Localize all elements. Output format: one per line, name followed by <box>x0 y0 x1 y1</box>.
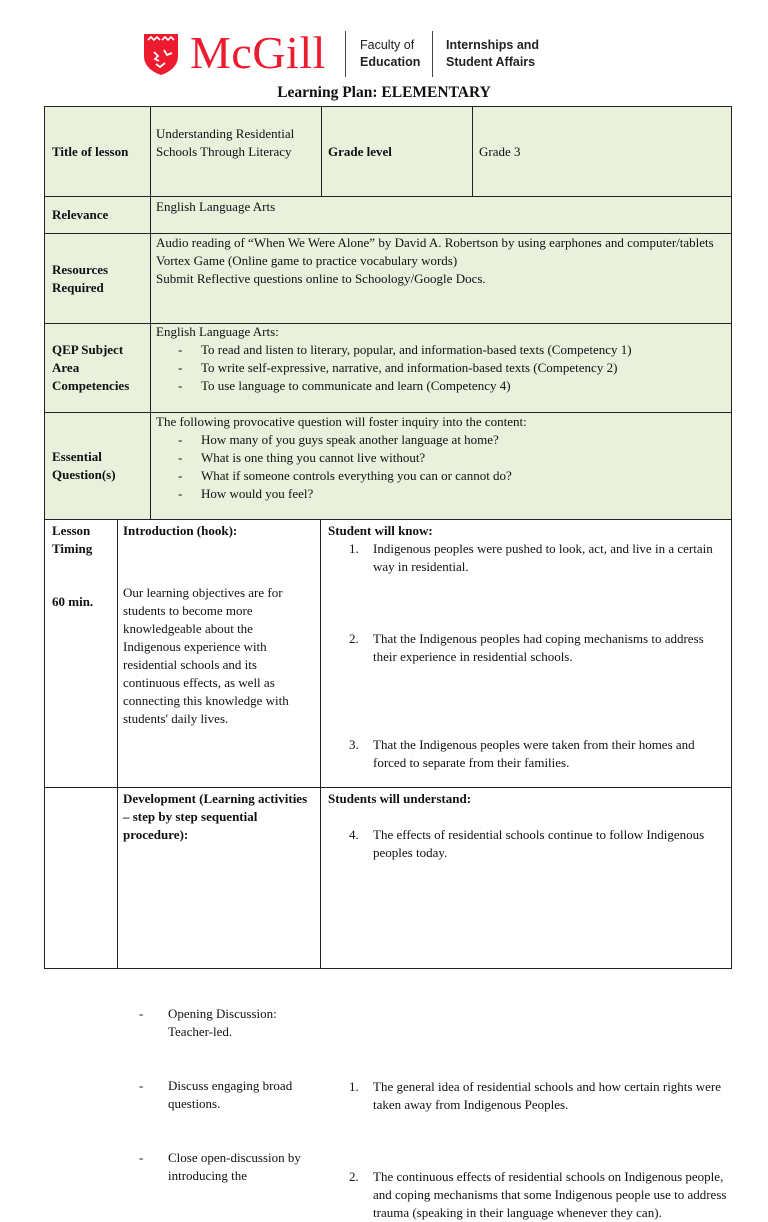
table-border <box>320 519 321 969</box>
title-of-lesson-label: Title of lesson <box>45 107 150 196</box>
list-item: - How many of you guys speak another language at home? <box>156 431 725 449</box>
grade-level-label: Grade level <box>321 107 472 196</box>
resource-item: Vortex Game (Online game to practice vocabulary words) <box>156 253 458 268</box>
brand-wordmark: McGill <box>190 27 326 78</box>
introduction-heading: Introduction (hook): <box>123 523 238 538</box>
table-border <box>44 323 732 324</box>
qep-competency-list <box>156 341 725 395</box>
essential-question-list <box>156 431 725 503</box>
qep-content <box>150 323 731 412</box>
table-border <box>44 787 732 788</box>
lesson-title-value: Understanding Residential Schools Through Literacy <box>150 107 321 196</box>
document-title: Learning Plan: ELEMENTARY <box>277 84 491 101</box>
student-will-know-heading: Student will know: <box>328 523 433 538</box>
resource-item: Audio reading of “When We Were Alone” by David A. Robertson by using earphones and computer/tablets <box>156 235 714 250</box>
list-item: - What if someone controls everything you can or cannot do? <box>156 467 725 485</box>
table-border <box>44 968 732 969</box>
list-item: 4. The effects of residential schools continue to follow Indigenous peoples today. <box>349 827 705 860</box>
header-divider <box>432 31 433 77</box>
unit-label: Internships and Student Affairs <box>446 38 540 69</box>
qep-intro: English Language Arts: <box>156 324 279 339</box>
students-will-understand-heading: Students will understand: <box>328 791 472 806</box>
table-border <box>44 519 45 969</box>
list-item: - To use language to communicate and learn (Competency 4) <box>156 377 725 395</box>
table-border <box>321 106 322 196</box>
resources-label: Resources Required <box>45 233 150 323</box>
table-border <box>150 106 151 520</box>
header-divider <box>345 31 346 77</box>
table-border <box>472 106 473 196</box>
list-item: 1. The general idea of residential schools and how certain rights were taken away from Indigenous Peoples. <box>349 1079 721 1112</box>
relevance-label: Relevance <box>45 196 150 233</box>
development-heading: Development (Learning activities – step by step sequential procedure): <box>123 791 308 842</box>
list-item: - Opening Discussion: Teacher-led. <box>117 1005 319 1041</box>
mcgill-crest-icon <box>142 32 180 76</box>
list-item: 3. That the Indigenous peoples were taken from their homes and forced to separate from their families. <box>349 737 695 770</box>
resources-list <box>150 233 731 323</box>
resource-item: Submit Reflective questions online to Schoology/Google Docs. <box>156 271 486 286</box>
table-border <box>44 106 732 107</box>
essential-questions-content <box>150 412 731 519</box>
table-border <box>44 233 732 234</box>
table-border <box>731 519 732 969</box>
list-item: - What is one thing you cannot live without? <box>156 449 725 467</box>
essential-questions-label: Essential Question(s) <box>45 412 150 519</box>
essential-intro: The following provocative question will foster inquiry into the content: <box>156 414 527 429</box>
list-item: - How would you feel? <box>156 485 725 503</box>
table-border <box>731 106 732 520</box>
relevance-value: English Language Arts <box>150 196 731 233</box>
list-item: - To read and listen to literary, popular, and information-based texts (Competency 1) <box>156 341 725 359</box>
table-border <box>44 106 45 520</box>
page-header <box>0 0 768 90</box>
list-item: - Discuss engaging broad questions. <box>117 1077 319 1113</box>
list-item: - To write self-expressive, narrative, and information-based texts (Competency 2) <box>156 359 725 377</box>
list-item: 2. That the Indigenous peoples had coping mechanisms to address their experience in residential schools. <box>349 631 704 664</box>
grade-level-value: Grade 3 <box>472 107 731 196</box>
table-border <box>117 519 118 969</box>
list-item: 2. The continuous effects of residential schools on Indigenous people, and coping mechanisms that some Indigenous people use to address trauma (speaking in their language whenever they can). <box>349 1169 727 1220</box>
table-border <box>44 412 732 413</box>
list-item: 1. Indigenous peoples were pushed to look, act, and live in a certain way in residential. <box>349 541 713 574</box>
lesson-duration: 60 min. <box>52 594 94 609</box>
list-item: - Close open-discussion by introducing the <box>117 1149 319 1185</box>
lesson-timing-label: Lesson Timing <box>52 523 93 556</box>
table-border <box>44 196 732 197</box>
introduction-text: Our learning objectives are for students to become more knowledgeable about the Indigenous experience with residential schools and its continuous effects, as well as connecting this knowledge with students' daily lives. <box>123 585 289 726</box>
qep-label: QEP Subject Area Competencies <box>45 323 150 412</box>
faculty-label: Faculty of Education <box>360 38 421 69</box>
